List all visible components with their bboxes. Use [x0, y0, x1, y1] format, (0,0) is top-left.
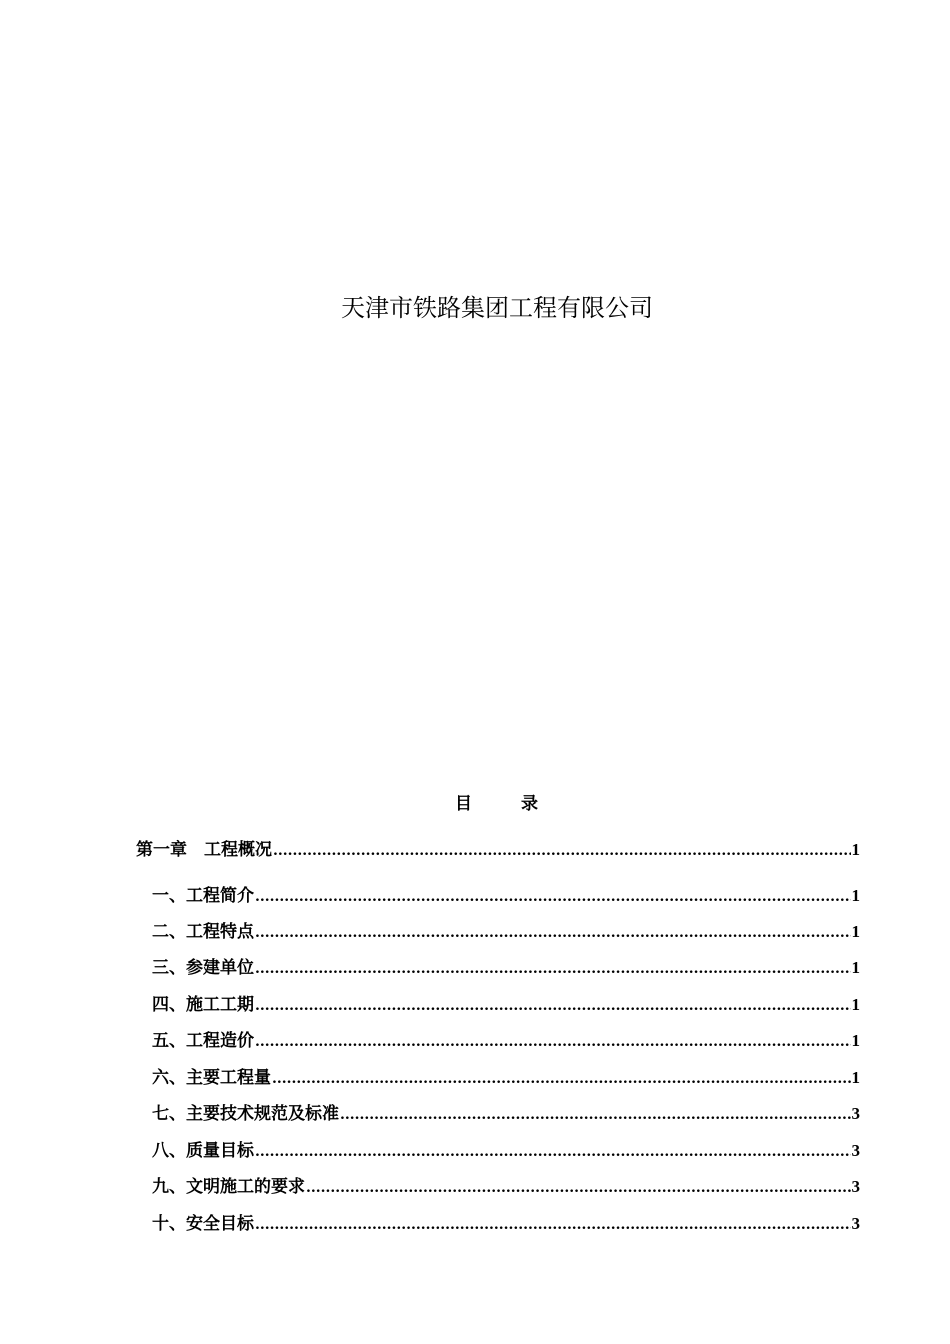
toc-entry-label: 三、参建单位 [152, 958, 254, 978]
toc-heading-char-2: 录 [521, 794, 538, 814]
toc-section-5[interactable] [152, 1029, 860, 1054]
toc-section-4[interactable] [152, 993, 860, 1018]
toc-entry-label: 七、主要技术规范及标准 [152, 1104, 339, 1124]
toc-chapter-1[interactable] [136, 838, 860, 863]
toc-heading-char-1: 目 [455, 794, 472, 814]
toc-entry-page: 1 [851, 886, 860, 905]
toc-section-3[interactable] [152, 956, 860, 981]
toc-entry-page: 3 [851, 1177, 860, 1196]
toc-entry-label: 第一章 工程概况 [136, 840, 272, 860]
toc-dot-leader [272, 1067, 851, 1091]
toc-entry-label: 十、安全目标 [152, 1214, 254, 1234]
toc-dot-leader [255, 1030, 851, 1054]
toc-section-10[interactable] [152, 1212, 860, 1237]
toc-entry-page: 1 [851, 1031, 860, 1050]
toc-dot-leader [255, 994, 851, 1018]
toc-entry-label: 一、工程简介 [152, 886, 254, 906]
toc-entry-label: 四、施工工期 [152, 995, 254, 1015]
toc-entry-page: 3 [851, 1104, 860, 1123]
toc-entry-page: 1 [851, 1068, 860, 1087]
toc-section-7[interactable] [152, 1102, 860, 1127]
toc-section-8[interactable] [152, 1139, 860, 1164]
toc-entry-page: 1 [851, 922, 860, 941]
toc-section-1[interactable] [152, 884, 860, 909]
toc-entry-label: 五、工程造价 [152, 1031, 254, 1051]
toc-entry-label: 六、主要工程量 [152, 1068, 271, 1088]
toc-entry-label: 二、工程特点 [152, 922, 254, 942]
toc-entry-page: 1 [851, 995, 860, 1014]
toc-entry-page: 3 [851, 1214, 860, 1233]
toc-dot-leader [255, 1140, 851, 1164]
toc-dot-leader [255, 885, 851, 909]
toc-entry-page: 3 [851, 1141, 860, 1160]
toc-dot-leader [273, 839, 851, 863]
toc-entry-label: 九、文明施工的要求 [152, 1177, 305, 1197]
toc-section-2[interactable] [152, 920, 860, 945]
toc-dot-leader [306, 1176, 851, 1200]
toc-entry-label: 八、质量目标 [152, 1141, 254, 1161]
toc-dot-leader [340, 1103, 851, 1127]
toc-dot-leader [255, 921, 851, 945]
toc-dot-leader [255, 1213, 851, 1237]
toc-section-9[interactable] [152, 1175, 860, 1200]
toc-dot-leader [255, 957, 851, 981]
company-title: 天津市铁路集团工程有限公司 [341, 294, 653, 322]
toc-entry-page: 1 [851, 840, 860, 859]
toc-section-6[interactable] [152, 1066, 860, 1091]
toc-entry-page: 1 [851, 958, 860, 977]
